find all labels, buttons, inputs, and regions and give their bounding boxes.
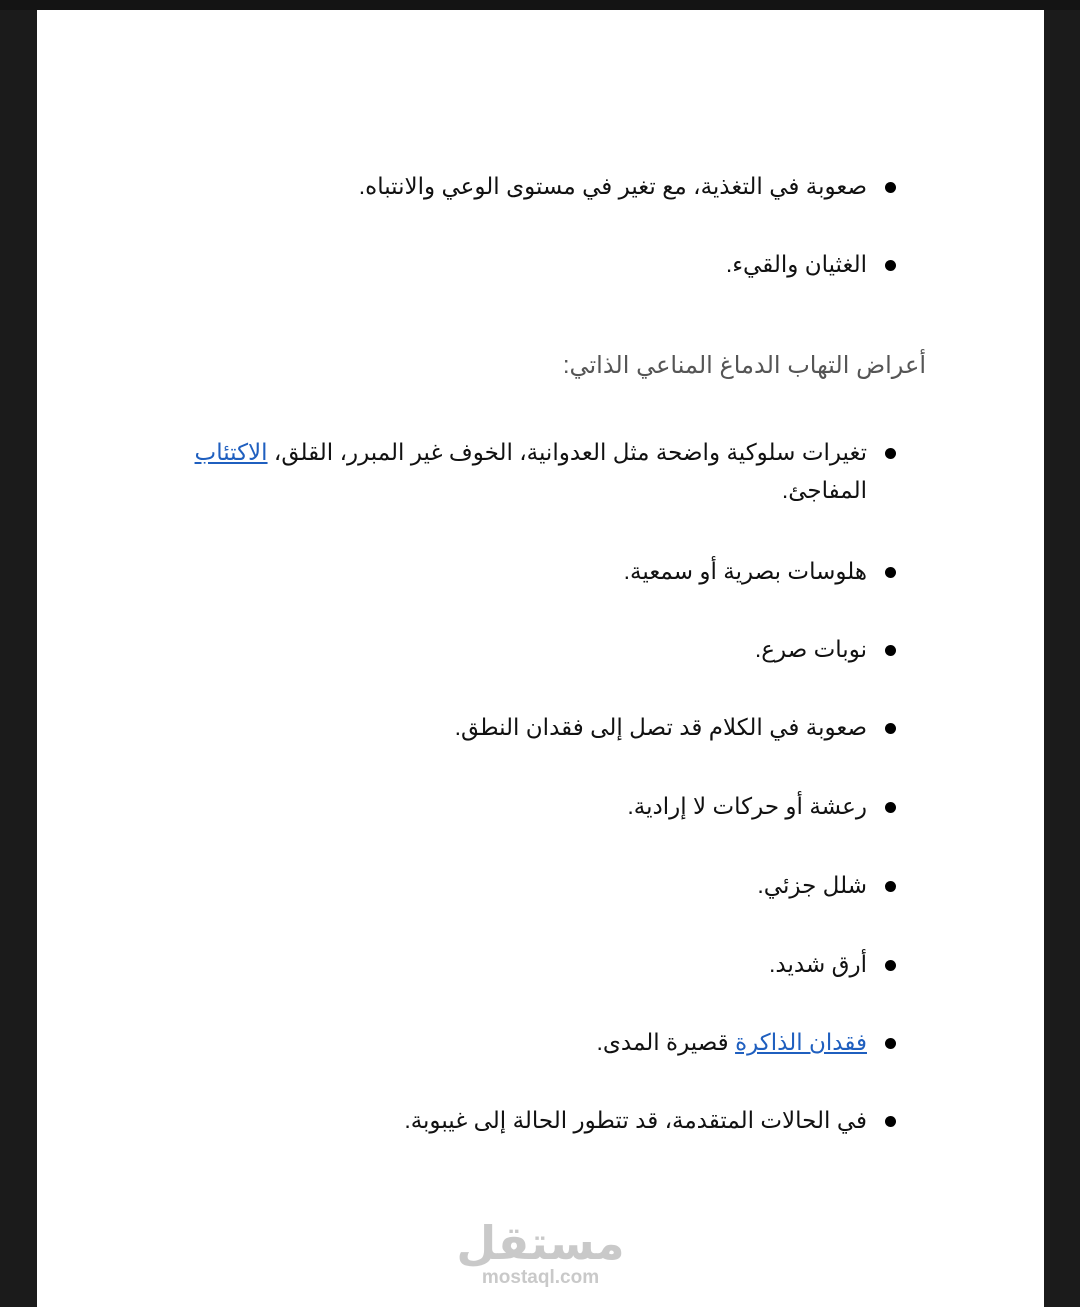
list-item-text: الغثيان والقيء. bbox=[725, 251, 867, 277]
memory-loss-link[interactable]: فقدان الذاكرة bbox=[735, 1029, 867, 1055]
list-item bbox=[755, 630, 867, 668]
list-item-text: نوبات صرع. bbox=[754, 636, 867, 662]
list-item-text: أرق شديد. bbox=[769, 951, 867, 977]
bullet-icon bbox=[885, 881, 896, 892]
list-item bbox=[769, 945, 867, 983]
list-item bbox=[359, 167, 867, 205]
list-item-text: في الحالات المتقدمة، قد تتطور الحالة إلى غيبوبة. bbox=[404, 1107, 867, 1133]
bullet-icon bbox=[885, 1038, 896, 1049]
list-item-text: رعشة أو حركات لا إرادية. bbox=[627, 793, 867, 819]
bullet-icon bbox=[885, 1116, 896, 1127]
list-item-text: هلوسات بصرية أو سمعية. bbox=[623, 558, 867, 584]
list-item-text: قصيرة المدى. bbox=[596, 1029, 736, 1055]
document-page bbox=[37, 10, 1044, 1307]
bullet-icon bbox=[885, 260, 896, 271]
list-item bbox=[157, 433, 867, 509]
list-item bbox=[597, 1023, 868, 1061]
bullet-icon bbox=[885, 960, 896, 971]
bullet-icon bbox=[885, 645, 896, 656]
list-item bbox=[404, 1101, 867, 1139]
bullet-icon bbox=[885, 723, 896, 734]
watermark-latin: mostaql.com bbox=[481, 1267, 600, 1288]
list-item-text: تغيرات سلوكية واضحة مثل العدوانية، الخوف غير المبرر، القلق، bbox=[267, 439, 867, 465]
list-item bbox=[726, 245, 867, 283]
list-item bbox=[624, 552, 867, 590]
bullet-icon bbox=[885, 567, 896, 578]
depression-link[interactable]: الاكتئاب bbox=[194, 439, 268, 465]
list-item bbox=[627, 787, 867, 825]
list-item-text: صعوبة في الكلام قد تصل إلى فقدان النطق. bbox=[454, 714, 867, 740]
list-item-text: شلل جزئي. bbox=[757, 872, 867, 898]
list-item-text: صعوبة في التغذية، مع تغير في مستوى الوعي والانتباه. bbox=[358, 173, 867, 199]
section-heading: أعراض التهاب الدماغ المناعي الذاتي: bbox=[562, 352, 926, 379]
bullet-icon bbox=[885, 448, 896, 459]
bullet-icon bbox=[885, 182, 896, 193]
list-item bbox=[455, 708, 867, 746]
list-item-text: المفاجئ. bbox=[781, 477, 867, 503]
watermark-logo bbox=[37, 1218, 1044, 1288]
list-item bbox=[757, 866, 867, 904]
watermark-arabic: مستقل bbox=[456, 1217, 625, 1269]
bullet-icon bbox=[885, 802, 896, 813]
top-bar bbox=[0, 0, 1080, 10]
